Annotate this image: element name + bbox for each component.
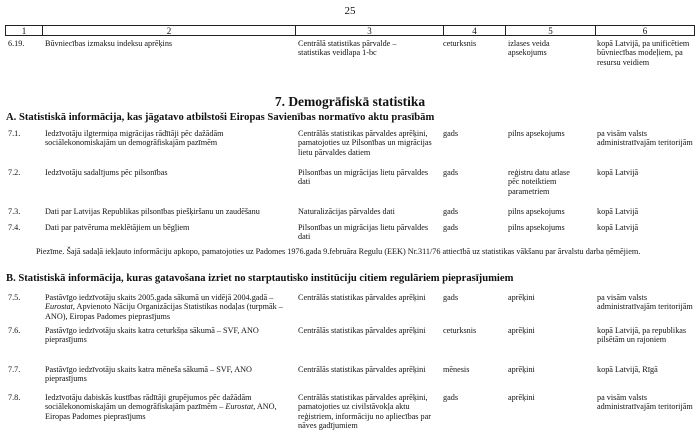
- row-number: 7.1.: [8, 129, 21, 138]
- row-level: kopā Latvijā: [597, 207, 639, 216]
- row-name: Iedzīvotāju sadalījums pēc pilsonības: [45, 168, 168, 177]
- table-header: [5, 25, 695, 36]
- row-level: pa visām valsts administratīvajām teritorijām: [597, 393, 693, 412]
- row-name: Pastāvīgo iedzīvotāju skaits katra ceturkšņa sākumā – SVF, ANO pieprasījums: [45, 326, 259, 345]
- row-name: [45, 393, 285, 421]
- row-method: aprēķini: [508, 365, 535, 374]
- row-method: izlases veida apsekojums: [508, 39, 550, 58]
- row-source: Naturalizācijas pārvaldes dati: [298, 207, 395, 216]
- row-name-part: Iedzīvotāju dabiskās kustības rādītāji grupējumos pēc dažādām sociālekonomiskajām un demogrāfiskajām pazīmēm –: [45, 393, 252, 412]
- row-source: Centrālā statistikas pārvalde – statistikas veidlapa 1-bc: [298, 39, 397, 58]
- row-method: pilns apsekojums: [508, 129, 565, 138]
- row-name: Pastāvīgo iedzīvotāju skaits katra mēneša sākumā – SVF, ANO pieprasījums: [45, 365, 252, 384]
- section-b-title: B. Statistiskā informācija, kuras gatavošana izriet no starptautisko institūciju citiem regulāriem pieprasījumiem: [6, 273, 514, 284]
- row-method: aprēķini: [508, 293, 535, 302]
- row-number: 7.6.: [8, 326, 21, 335]
- row-period: gads: [443, 393, 459, 402]
- row-source: Pilsonības un migrācijas lietu pārvaldes dati: [298, 168, 429, 187]
- row-method: pilns apsekojums: [508, 207, 565, 216]
- page-number: 25: [344, 5, 356, 17]
- row-method: aprēķini: [508, 393, 535, 402]
- row-source: Centrālās statistikas pārvaldes aprēķini: [298, 326, 426, 335]
- row-name: Dati par Latvijas Republikas pilsonības piešķiršanu un zaudēšanu: [45, 207, 260, 216]
- row-name-part: , Apvienoto Nāciju Organizācijas Statistikas nodaļas (turpmāk – ANO), Eiropas Padomes pieprasījums: [45, 302, 283, 321]
- row-number: 7.2.: [8, 168, 21, 177]
- row-number: 7.4.: [8, 223, 21, 232]
- header-col-1: 1: [6, 26, 43, 36]
- row-source: Centrālās statistikas pārvaldes aprēķini, pamatojoties uz Pilsonības un migrācijas lietu pārvaldes datiem: [298, 129, 432, 157]
- row-period: mēnesis: [443, 365, 470, 374]
- section-a-title: A. Statistiskā informācija, kas jāgatavo atbilstoši Eiropas Savienības normatīvo aktu prasībām: [6, 112, 435, 123]
- header-col-5: 5: [506, 26, 596, 36]
- row-period: ceturksnis: [443, 326, 477, 335]
- row-level: pa visām valsts administratīvajām teritorijām: [597, 129, 693, 148]
- row-source: Centrālās statistikas pārvaldes aprēķini, pamatojoties uz civilstāvokļa aktu reģistriem, informāciju no aplieсības par nāves gadījumiem: [298, 393, 431, 431]
- row-level: kopā Latvijā, pa republikas pilsētām un rajoniem: [597, 326, 687, 345]
- row-level: pa visām valsts administratīvajām teritorijām: [597, 293, 693, 312]
- row-name-italic: Eurostat: [45, 302, 73, 312]
- row-number: 7.8.: [8, 393, 21, 402]
- row-period: gads: [443, 207, 459, 216]
- row-period: gads: [443, 168, 459, 177]
- header-col-3: 3: [296, 26, 444, 36]
- row-name-part: , ANO, Eiropas Padomes pieprasījums: [45, 402, 277, 421]
- row-name: Dati par patvēruma meklētājiem un bēgļiem: [45, 223, 190, 232]
- chapter-title: 7. Demogrāfiskā statistika: [274, 94, 426, 109]
- header-col-2: 2: [43, 26, 296, 36]
- row-number: 6.19.: [8, 39, 25, 48]
- row-level: kopā Latvijā: [597, 223, 639, 232]
- row-method: aprēķini: [508, 326, 535, 335]
- row-number: 7.7.: [8, 365, 21, 374]
- row-name: Būvniecības izmaksu indeksu aprēķins: [45, 39, 173, 48]
- row-source: Centrālās statistikas pārvaldes aprēķini: [298, 293, 426, 302]
- header-col-6: 6: [642, 26, 648, 36]
- row-method: pilns apsekojums: [508, 223, 565, 232]
- row-number: 7.3.: [8, 207, 21, 216]
- row-period: gads: [443, 293, 459, 302]
- row-source: Centrālās statistikas pārvaldes aprēķini: [298, 365, 426, 374]
- row-number: 7.5.: [8, 293, 21, 302]
- row-name-italic: Eurostat: [225, 402, 254, 412]
- row-source: Pilsonības un migrācijas lietu pārvaldes dati: [298, 223, 429, 242]
- section-a-note: Piezīme. Šajā sadaļā iekļauto informāciju apkopo, pamatojoties uz Padomes 1976.gada 9.februāra Regulu (EEK) Nr.311/76 attiecībā uz statistikas vākšanu par ārvalstu darba ņēmējiem.: [36, 247, 641, 256]
- row-level: kopā Latvijā, pa unificētiem būvniecības modeļiem, pa resursu veidiem: [597, 39, 690, 67]
- row-level: kopā Latvijā: [597, 168, 639, 177]
- row-name-part: Pastāvīgo iedzīvotāju skaits 2005.gada sākumā un vidējā 2004.gadā –: [45, 293, 274, 302]
- row-level: kopā Latvijā, Rīgā: [597, 365, 658, 374]
- row-period: ceturksnis: [443, 39, 477, 48]
- row-name: [45, 293, 285, 321]
- row-name: Iedzīvotāju ilgtermiņa migrācijas rādītāji pēc dažādām sociālekonomiskajām un demogrāfiskajām pazīmēm: [45, 129, 224, 148]
- row-period: gads: [443, 129, 459, 138]
- row-method: reģistru datu atlase pēc noteiktiem parametriem: [508, 168, 570, 196]
- header-col-4: 4: [444, 26, 506, 36]
- row-period: gads: [443, 223, 459, 232]
